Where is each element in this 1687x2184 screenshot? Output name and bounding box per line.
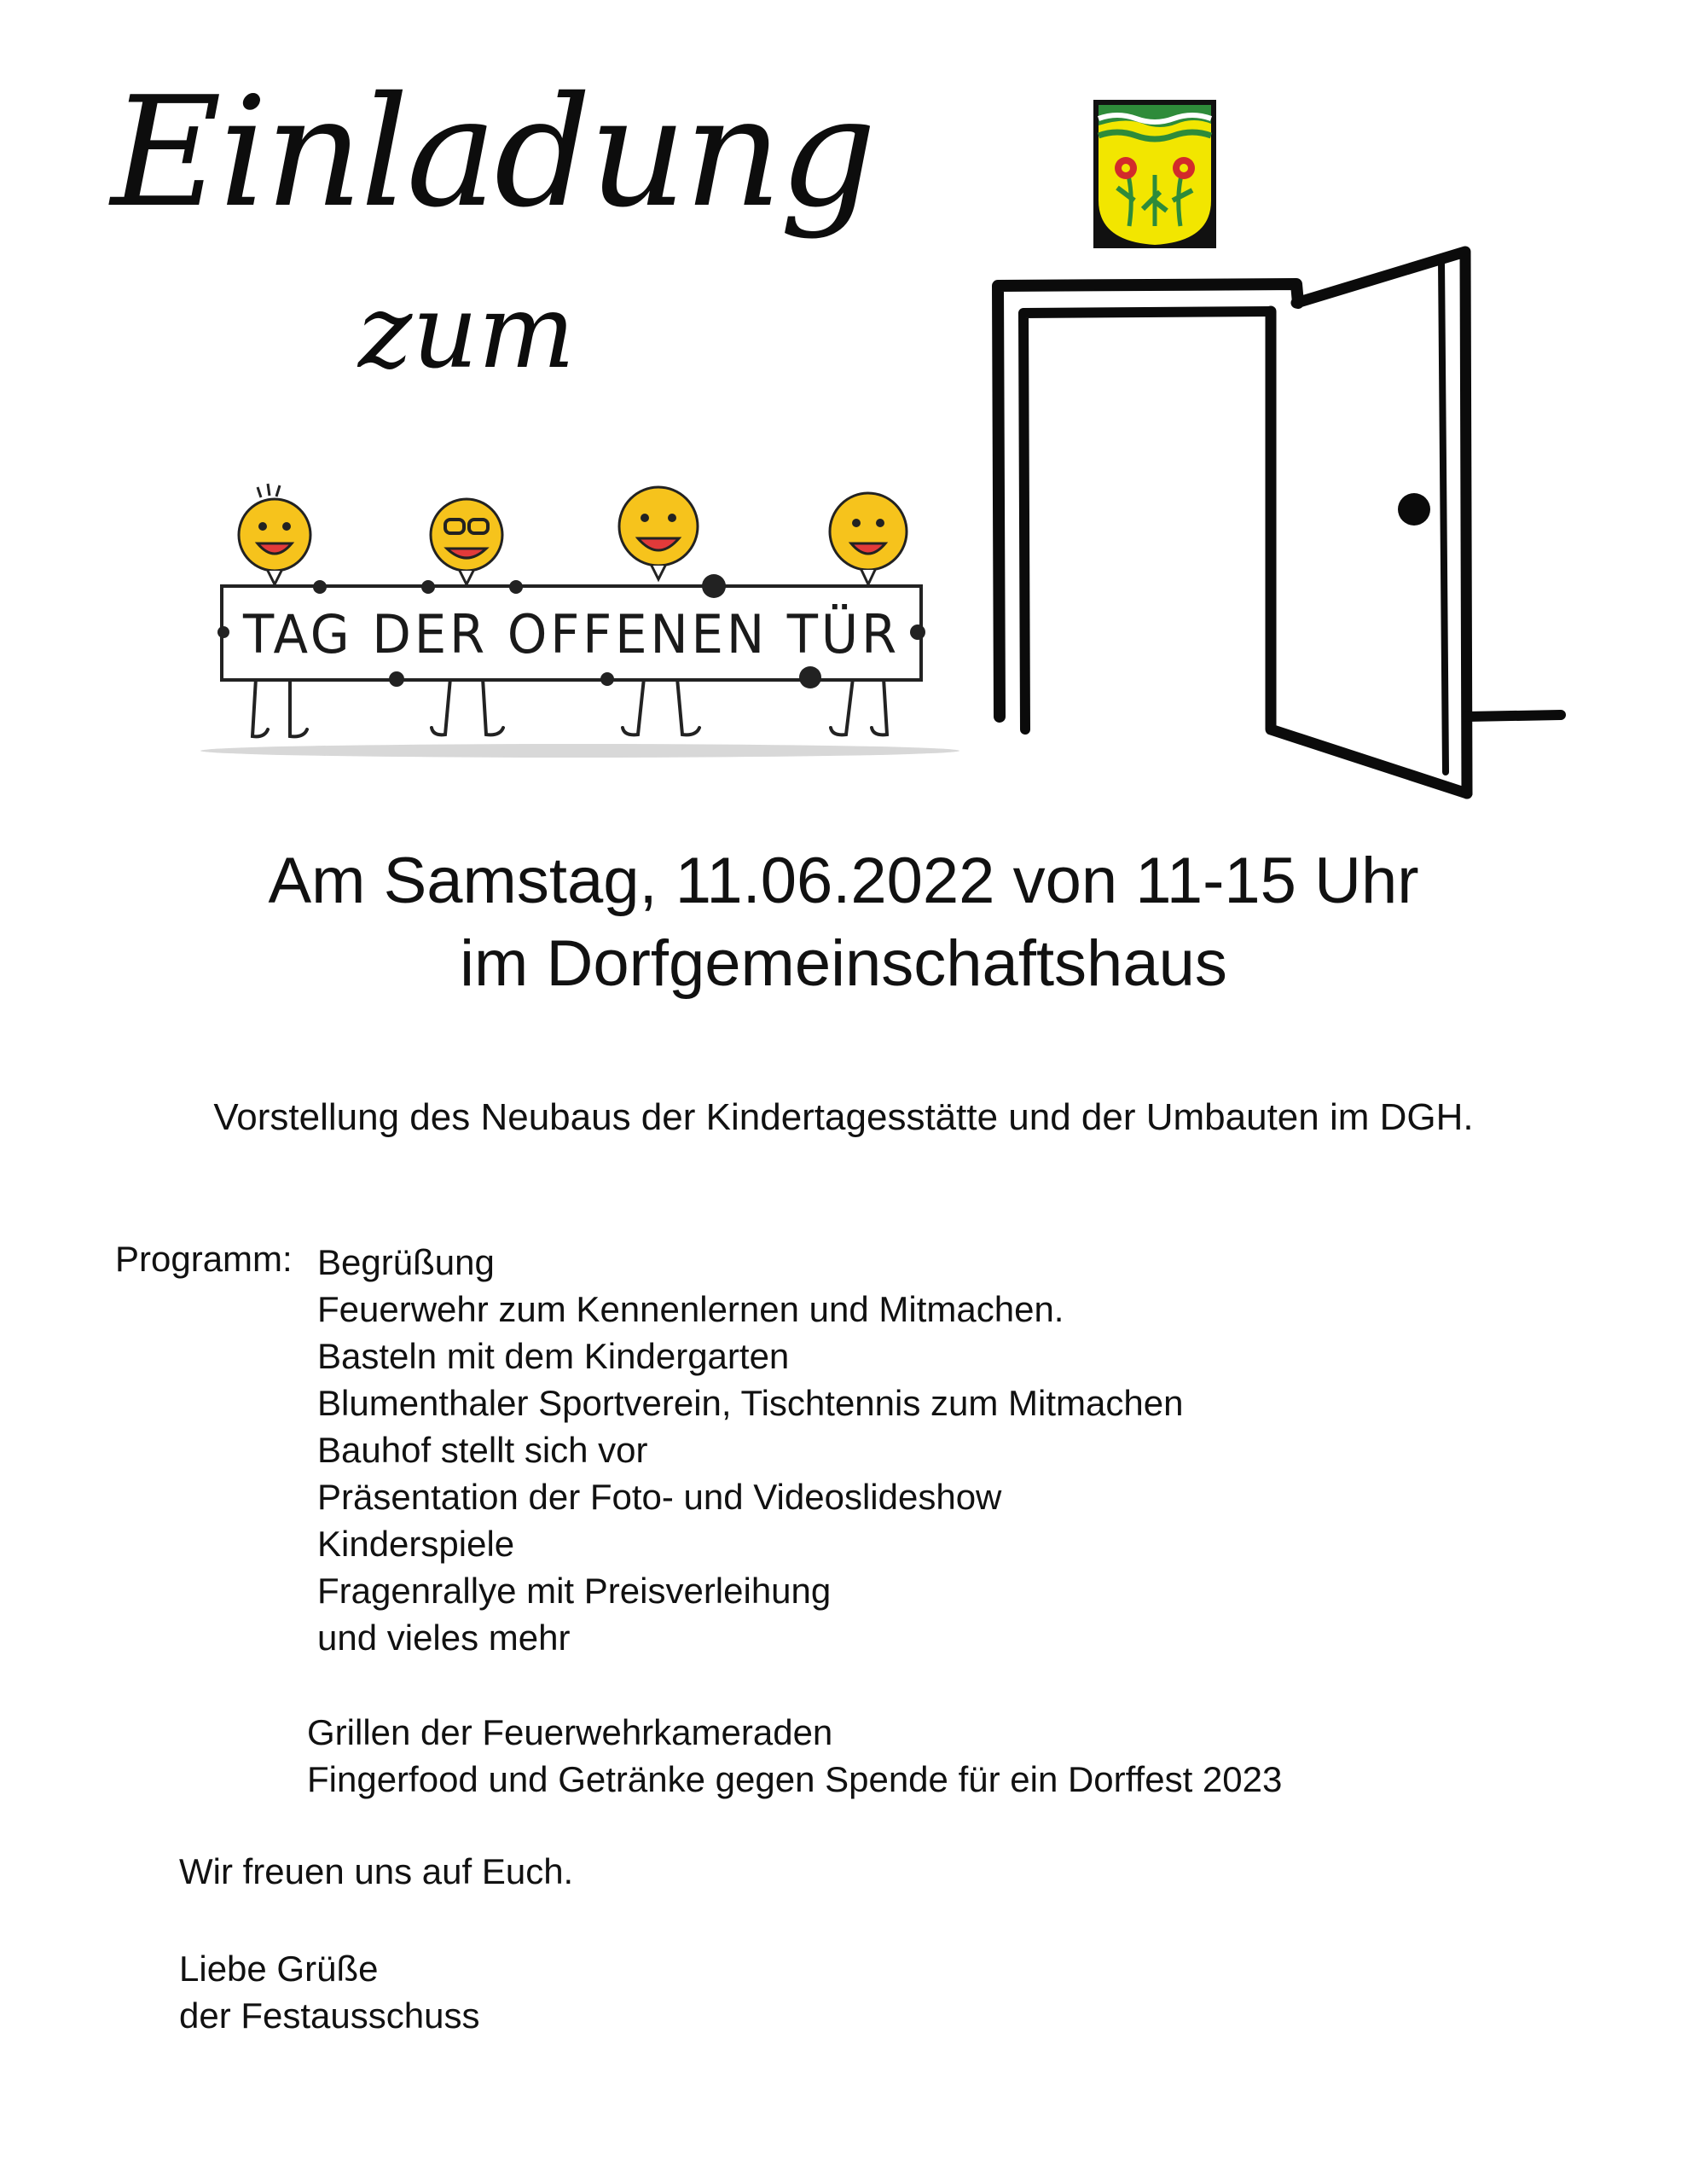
program-item: Basteln mit dem Kindergarten — [317, 1336, 790, 1376]
intro-text: Vorstellung des Neubaus der Kindertagesstätte und der Umbauten im DGH. — [213, 1096, 1474, 1138]
page-title: Einladung — [111, 64, 874, 241]
program-item: Blumenthaler Sportverein, Tischtennis zum Mitmachen — [317, 1383, 1184, 1423]
event-location-line: im Dorfgemeinschaftshaus — [460, 927, 1227, 1000]
event-date-line: Am Samstag, 11.06.2022 von 11-15 Uhr — [268, 845, 1419, 917]
closing-text: Wir freuen uns auf Euch. — [179, 1851, 574, 1891]
program-item: Begrüßung — [317, 1242, 495, 1282]
program-item: Fragenrallye mit Preisverleihung — [317, 1571, 832, 1611]
page-subtitle: zum — [358, 273, 576, 392]
smiley-face-2 — [431, 499, 502, 571]
coat-of-arms-icon — [1092, 98, 1218, 250]
open-door-icon — [981, 243, 1569, 806]
extras-list — [307, 1709, 1282, 1803]
extras-item: Grillen der Feuerwehrkameraden — [307, 1712, 833, 1752]
program-item: Bauhof stellt sich vor — [317, 1430, 648, 1470]
program-item: Kinderspiele — [317, 1524, 515, 1564]
program-item: und vieles mehr — [317, 1618, 571, 1658]
signature-line: der Festausschuss — [179, 1995, 480, 2036]
smiley-face-4 — [830, 493, 907, 570]
program-item: Präsentation der Foto- und Videoslideshow — [317, 1477, 1002, 1517]
extras-item: Fingerfood und Getränke gegen Spende für ein Dorffest 2023 — [307, 1759, 1283, 1799]
signature-block — [179, 1945, 480, 2039]
smiley-face-3 — [619, 487, 698, 566]
program-list — [317, 1239, 1183, 1661]
banner-text: TAG DER OFFENEN TÜR — [242, 603, 901, 665]
smiley-face-1 — [239, 484, 310, 571]
smiley-banner-illustration — [179, 473, 972, 764]
program-item: Feuerwehr zum Kennenlernen und Mitmachen. — [317, 1289, 1064, 1329]
program-label: Programm: — [115, 1239, 293, 1279]
greeting-line: Liebe Grüße — [179, 1949, 379, 1989]
